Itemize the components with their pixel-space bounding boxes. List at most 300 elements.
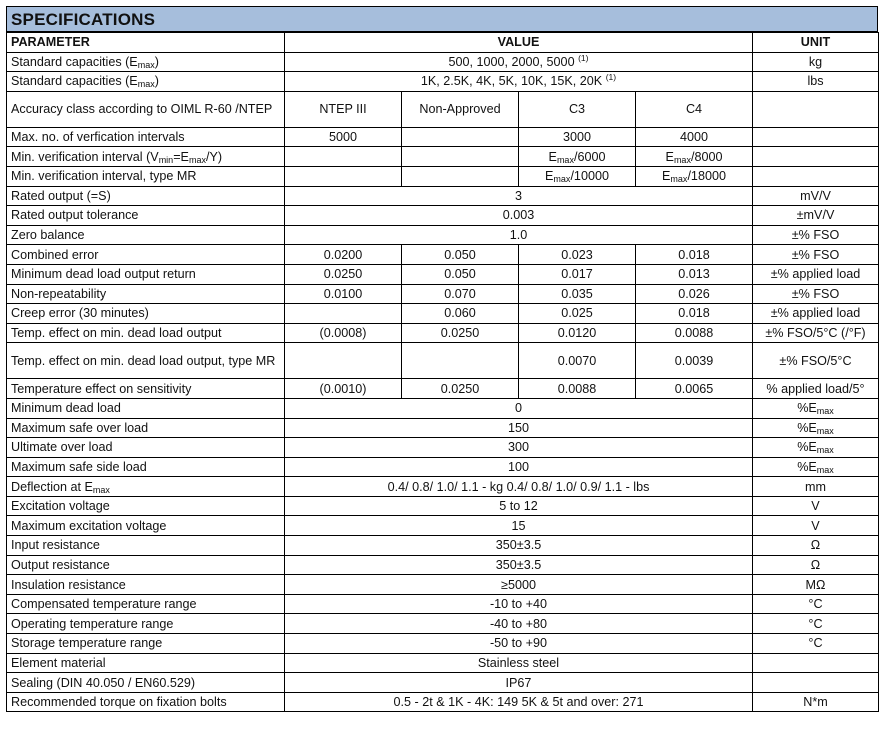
value-cell (285, 536, 753, 556)
value-cell (285, 418, 753, 438)
unit-cell (753, 284, 879, 304)
value-cell (519, 343, 636, 379)
cell-text: Standard capacities (E (11, 54, 138, 69)
cell-text: 0.0250 (323, 267, 363, 282)
cell-text: Stainless steel (477, 655, 560, 670)
cell-text: 3 (514, 188, 522, 203)
spec-body (7, 52, 879, 712)
value-cell (636, 166, 753, 186)
unit-cell (753, 516, 879, 536)
unit-cell (753, 147, 879, 167)
parameter-cell (7, 438, 285, 458)
value-cell (402, 343, 519, 379)
value-cell (285, 225, 753, 245)
cell-text: E (545, 169, 554, 184)
unit-cell (753, 245, 879, 265)
value-cell (402, 264, 519, 284)
parameter-cell (7, 379, 285, 399)
cell-text: Storage temperature range (11, 636, 163, 651)
cell-text: Maximum excitation voltage (11, 518, 167, 533)
value-cell (402, 284, 519, 304)
cell-text: 0.0250 (440, 326, 480, 341)
value-cell (285, 692, 753, 712)
cell-text: 4000 (679, 130, 709, 145)
table-row (7, 147, 879, 167)
cell-text: ±mV/V (796, 208, 835, 223)
cell-text: Ω (810, 557, 821, 572)
cell-text: 0.003 (502, 208, 535, 223)
value-cell (285, 398, 753, 418)
parameter-cell (7, 323, 285, 343)
value-cell (285, 52, 753, 72)
table-row (7, 323, 879, 343)
subscript: max (816, 425, 834, 436)
cell-text: °C (808, 616, 823, 631)
unit-cell (753, 536, 879, 556)
subscript: max (670, 174, 688, 185)
parameter-cell (7, 264, 285, 284)
cell-text: 0.0070 (557, 353, 597, 368)
unit-cell (753, 52, 879, 72)
value-cell (519, 264, 636, 284)
cell-text: /18000 (687, 169, 726, 184)
value-cell (402, 304, 519, 324)
cell-text: C4 (685, 102, 703, 117)
value-cell (285, 634, 753, 654)
cell-text: %E (797, 420, 817, 435)
cell-text: NTEP III (319, 102, 367, 117)
spec-title: SPECIFICATIONS (6, 6, 878, 32)
value-cell (285, 594, 753, 614)
cell-text: /10000 (570, 169, 609, 184)
cell-text: =E (173, 149, 189, 164)
cell-text: Recommended torque on fixation bolts (11, 695, 227, 710)
cell-text: %E (797, 440, 817, 455)
cell-text: /8000 (690, 149, 723, 164)
cell-text: Insulation resistance (11, 577, 126, 592)
parameter-cell (7, 147, 285, 167)
value-cell (285, 166, 402, 186)
cell-text: lbs (807, 74, 824, 89)
cell-text: Minimum dead load (11, 401, 121, 416)
parameter-cell (7, 673, 285, 693)
cell-text: Deflection at E (11, 479, 93, 494)
value-cell (285, 206, 753, 226)
header-value: VALUE (285, 33, 753, 53)
cell-text: Min. verification interval, type MR (11, 169, 197, 184)
unit-cell (753, 166, 879, 186)
cell-text: /Y) (205, 149, 223, 164)
parameter-cell (7, 186, 285, 206)
unit-cell (753, 438, 879, 458)
table-row (7, 127, 879, 147)
cell-text: 5 to 12 (499, 499, 538, 514)
table-row (7, 398, 879, 418)
cell-text: ≥5000 (501, 577, 536, 592)
table-row (7, 304, 879, 324)
parameter-cell (7, 496, 285, 516)
subscript: max (553, 174, 571, 185)
cell-text: Creep error (30 minutes) (11, 306, 149, 321)
subscript: max (816, 464, 834, 475)
parameter-cell (7, 245, 285, 265)
parameter-cell (7, 692, 285, 712)
cell-text: 0.018 (678, 247, 710, 262)
unit-cell (753, 653, 879, 673)
value-cell (285, 91, 402, 127)
cell-text: 0.4/ 0.8/ 1.0/ 1.1 - kg 0.4/ 0.8/ 1.0/ 0.9/ 1.1 - lbs (387, 479, 650, 494)
cell-text: Rated output tolerance (11, 208, 139, 223)
subscript: max (816, 406, 834, 417)
cell-text: -10 to +40 (489, 597, 548, 612)
unit-cell (753, 673, 879, 693)
table-row (7, 72, 879, 92)
cell-text: 0.0039 (674, 353, 714, 368)
parameter-cell (7, 225, 285, 245)
cell-text: Output resistance (11, 557, 110, 572)
cell-text: Rated output (=S) (11, 188, 111, 203)
cell-text: Temp. effect on min. dead load output (11, 326, 222, 341)
table-row (7, 477, 879, 497)
value-cell (636, 91, 753, 127)
cell-text: ±% FSO/5°C (779, 353, 852, 368)
cell-text: Maximum safe side load (11, 459, 147, 474)
cell-text: 0.018 (678, 306, 710, 321)
value-cell (285, 379, 402, 399)
cell-text: mV/V (800, 188, 831, 203)
cell-text: °C (808, 636, 823, 651)
cell-text: N*m (803, 695, 828, 710)
subscript: max (137, 79, 155, 90)
cell-text: 0.0200 (323, 247, 363, 262)
cell-text: 0.060 (444, 306, 476, 321)
cell-text: Zero balance (11, 228, 85, 243)
value-cell (636, 127, 753, 147)
value-cell (402, 147, 519, 167)
value-cell (402, 379, 519, 399)
cell-text: 0.025 (561, 306, 593, 321)
cell-text: 1K, 2.5K, 4K, 5K, 10K, 15K, 20K (420, 74, 606, 89)
unit-cell (753, 457, 879, 477)
table-row (7, 186, 879, 206)
unit-cell (753, 555, 879, 575)
parameter-cell (7, 457, 285, 477)
header-unit: UNIT (753, 33, 879, 53)
parameter-cell (7, 304, 285, 324)
cell-text: Ω (810, 538, 821, 553)
subscript: max (673, 154, 691, 165)
value-cell (285, 457, 753, 477)
value-cell (285, 653, 753, 673)
cell-text: Compensated temperature range (11, 597, 197, 612)
unit-cell (753, 418, 879, 438)
cell-text: mm (805, 479, 826, 494)
value-cell (636, 264, 753, 284)
footnote-ref: (1) (578, 52, 589, 63)
value-cell (636, 304, 753, 324)
cell-text: 1.0 (509, 228, 528, 243)
value-cell (285, 516, 753, 536)
value-cell (285, 186, 753, 206)
value-cell (285, 496, 753, 516)
parameter-cell (7, 516, 285, 536)
cell-text: Input resistance (11, 538, 100, 553)
value-cell (636, 379, 753, 399)
unit-cell (753, 614, 879, 634)
header-parameter: PARAMETER (7, 33, 285, 53)
cell-text: 350±3.5 (495, 538, 542, 553)
cell-text: V (811, 499, 820, 514)
parameter-cell (7, 536, 285, 556)
unit-cell (753, 343, 879, 379)
cell-text: 0.050 (444, 247, 476, 262)
cell-text: 0.017 (561, 267, 593, 282)
table-row (7, 206, 879, 226)
value-cell (519, 245, 636, 265)
parameter-cell (7, 634, 285, 654)
unit-cell (753, 634, 879, 654)
spec-sheet (6, 6, 879, 712)
cell-text: Element material (11, 655, 106, 670)
value-cell (285, 264, 402, 284)
cell-text: 0.023 (561, 247, 593, 262)
value-cell (285, 555, 753, 575)
value-cell (402, 91, 519, 127)
unit-cell (753, 477, 879, 497)
table-row (7, 166, 879, 186)
table-row (7, 245, 879, 265)
cell-text: ±% FSO/5°C (/°F) (765, 326, 866, 341)
table-row (7, 536, 879, 556)
cell-text: ±% FSO (791, 286, 840, 301)
cell-text: Maximum safe over load (11, 420, 149, 435)
cell-text: 5000 (328, 130, 358, 145)
value-cell (285, 673, 753, 693)
footnote-ref: (1) (605, 72, 617, 83)
cell-text: 0.035 (561, 286, 593, 301)
value-cell (285, 323, 402, 343)
cell-text: IP67 (505, 675, 532, 690)
cell-text: 300 (507, 440, 529, 455)
subscript: max (188, 154, 206, 165)
subscript: max (816, 445, 834, 456)
table-row (7, 496, 879, 516)
cell-text: Ultimate over load (11, 440, 113, 455)
cell-text: °C (808, 597, 823, 612)
cell-text: kg (808, 54, 823, 69)
value-cell (636, 245, 753, 265)
value-cell (285, 575, 753, 595)
parameter-cell (7, 555, 285, 575)
value-cell (285, 284, 402, 304)
cell-text: 500, 1000, 2000, 5000 (448, 54, 579, 69)
cell-text: Accuracy class according to OIML R-60 /NTEP (11, 102, 273, 117)
unit-cell (753, 225, 879, 245)
cell-text: 0.0088 (674, 326, 714, 341)
cell-text: V (811, 518, 820, 533)
parameter-cell (7, 575, 285, 595)
table-row (7, 225, 879, 245)
unit-cell (753, 594, 879, 614)
value-cell (519, 166, 636, 186)
cell-text: 15 (511, 518, 526, 533)
cell-text: 350±3.5 (495, 557, 542, 572)
cell-text: ±% FSO (791, 228, 840, 243)
subscript: max (92, 484, 110, 495)
table-row (7, 438, 879, 458)
table-row (7, 418, 879, 438)
unit-cell (753, 186, 879, 206)
value-cell (402, 166, 519, 186)
table-row (7, 457, 879, 477)
value-cell (636, 343, 753, 379)
unit-cell (753, 575, 879, 595)
unit-cell (753, 91, 879, 127)
value-cell (285, 343, 402, 379)
parameter-cell (7, 398, 285, 418)
cell-text: Non-repeatability (11, 286, 107, 301)
cell-text: Min. verification interval (V (11, 149, 159, 164)
cell-text: 100 (507, 459, 529, 474)
cell-text: (0.0010) (319, 381, 367, 396)
header-row (7, 33, 879, 53)
subscript: max (137, 59, 155, 70)
cell-text: Temp. effect on min. dead load output, type MR (11, 353, 276, 368)
cell-text: Minimum dead load output return (11, 267, 196, 282)
value-cell (285, 245, 402, 265)
table-row (7, 52, 879, 72)
cell-text: 0.013 (678, 267, 710, 282)
cell-text: Temperature effect on sensitivity (11, 381, 192, 396)
value-cell (285, 477, 753, 497)
table-row (7, 614, 879, 634)
table-row (7, 284, 879, 304)
unit-cell (753, 323, 879, 343)
cell-text: 0.026 (678, 286, 710, 301)
cell-text: 0.070 (444, 286, 476, 301)
cell-text: 0.050 (444, 267, 476, 282)
unit-cell (753, 304, 879, 324)
parameter-cell (7, 594, 285, 614)
parameter-cell (7, 72, 285, 92)
cell-text: 0.0250 (440, 381, 480, 396)
cell-text: 0.0120 (557, 326, 597, 341)
cell-text: Excitation voltage (11, 499, 110, 514)
value-cell (519, 304, 636, 324)
value-cell (519, 323, 636, 343)
value-cell (636, 284, 753, 304)
unit-cell (753, 496, 879, 516)
cell-text: ±% applied load (770, 267, 861, 282)
table-row (7, 516, 879, 536)
table-row (7, 343, 879, 379)
cell-text: -50 to +90 (489, 636, 548, 651)
value-cell (285, 614, 753, 634)
value-cell (519, 379, 636, 399)
cell-text: Non-Approved (419, 102, 501, 117)
cell-text: Combined error (11, 247, 99, 262)
cell-text: 3000 (562, 130, 592, 145)
cell-text: E (548, 149, 557, 164)
value-cell (285, 438, 753, 458)
cell-text: (0.0008) (319, 326, 367, 341)
cell-text: ) (154, 54, 159, 69)
cell-text: 0.0088 (557, 381, 597, 396)
table-row (7, 379, 879, 399)
value-cell (519, 127, 636, 147)
cell-text: MΩ (805, 577, 826, 592)
cell-text: 150 (507, 420, 529, 435)
cell-text: C3 (568, 102, 586, 117)
cell-text: ) (154, 74, 159, 89)
value-cell (285, 147, 402, 167)
parameter-cell (7, 418, 285, 438)
cell-text: E (665, 149, 674, 164)
cell-text: 0.5 - 2t & 1K - 4K: 149 5K & 5t and over: 271 (393, 695, 644, 710)
value-cell (519, 91, 636, 127)
cell-text: 0 (514, 401, 522, 416)
unit-cell (753, 379, 879, 399)
cell-text: %E (797, 459, 817, 474)
unit-cell (753, 398, 879, 418)
subscript: min (158, 154, 174, 165)
cell-text: ±% applied load (770, 306, 861, 321)
cell-text: 0.0065 (674, 381, 714, 396)
unit-cell (753, 72, 879, 92)
table-row (7, 673, 879, 693)
parameter-cell (7, 166, 285, 186)
table-row (7, 264, 879, 284)
cell-text: 0.0100 (323, 286, 363, 301)
cell-text: E (662, 169, 671, 184)
value-cell (519, 284, 636, 304)
parameter-cell (7, 653, 285, 673)
cell-text: % applied load/5° (766, 381, 865, 396)
value-cell (636, 323, 753, 343)
unit-cell (753, 206, 879, 226)
unit-cell (753, 692, 879, 712)
cell-text: /6000 (573, 149, 606, 164)
parameter-cell (7, 284, 285, 304)
table-row (7, 692, 879, 712)
value-cell (285, 72, 753, 92)
cell-text: Max. no. of verfication intervals (11, 130, 185, 145)
parameter-cell (7, 614, 285, 634)
value-cell (636, 147, 753, 167)
table-row (7, 555, 879, 575)
table-row (7, 575, 879, 595)
spec-table (6, 32, 879, 712)
subscript: max (556, 154, 574, 165)
value-cell (285, 304, 402, 324)
cell-text: -40 to +80 (489, 616, 548, 631)
value-cell (402, 323, 519, 343)
table-row (7, 634, 879, 654)
parameter-cell (7, 477, 285, 497)
unit-cell (753, 127, 879, 147)
parameter-cell (7, 206, 285, 226)
parameter-cell (7, 127, 285, 147)
unit-cell (753, 264, 879, 284)
cell-text: Operating temperature range (11, 616, 174, 631)
value-cell (285, 127, 402, 147)
parameter-cell (7, 343, 285, 379)
value-cell (519, 147, 636, 167)
cell-text: %E (797, 401, 817, 416)
table-row (7, 91, 879, 127)
table-row (7, 594, 879, 614)
table-row (7, 653, 879, 673)
